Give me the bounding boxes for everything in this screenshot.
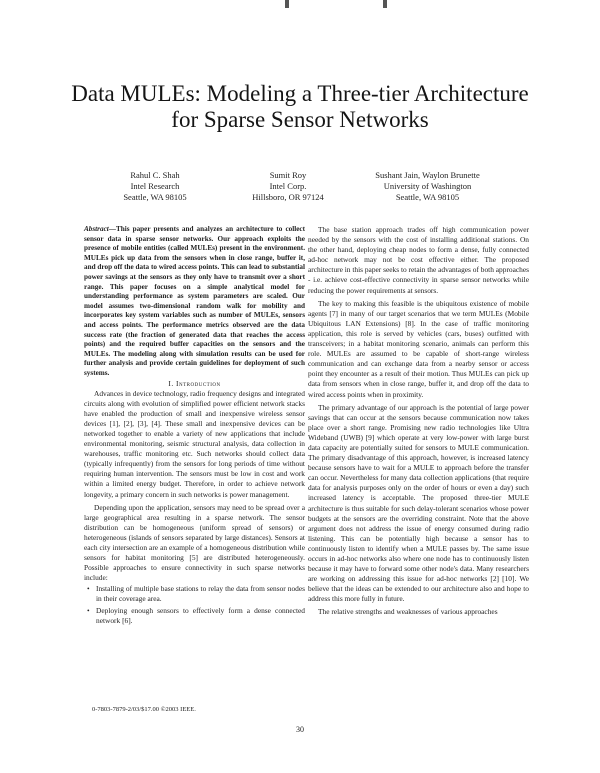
right-column (308, 225, 529, 618)
scan-mark (285, 0, 289, 8)
author-affiliation: University of Washington (383, 181, 472, 191)
author-block (345, 170, 510, 203)
author-block (100, 170, 210, 203)
copyright-line: 0-7803-7879-2/03/$17.00 ©2003 IEEE. (92, 706, 196, 713)
author-name: Rahul C. Shah (130, 170, 180, 180)
bullet-dot: • (87, 605, 90, 615)
left-column (84, 225, 305, 626)
author-name: Sushant Jain, Waylon Brunette (375, 170, 480, 180)
body-paragraph: Depending upon the application, sensors may need to be spread over a large geographical area resulting in a sparse network. The sensor distribution can be homogeneous (uniform spread of sensors) or heterogeneous (islands of sensors separated by large distances). Sensors at each city intersection are an example of a homogeneous distribution while sensors for habitat monitoring [5] are distributed heterogeneously. Possible approaches to ensure connectivity in such sparse networks include: (84, 502, 305, 583)
author-location: Seattle, WA 98105 (123, 192, 187, 202)
body-paragraph: The base station approach trades off high communication power needed by the sensors with the cost of installing additional stations. On the other hand, deploying cheap nodes to form a dense, fully connected ad-hoc network may not be cost effective either. The proposed architecture in this paper seeks to retain the advantages of both approaches - i.e. achieve cost-effective connectivity in sparse sensor networks while reducing the power requirements at sensors. (308, 225, 530, 295)
section-heading: I. Introduction (168, 378, 221, 388)
author-location: Hillsboro, OR 97124 (252, 192, 324, 202)
bullet-dot: • (87, 584, 90, 594)
paper-title-line-1: Data MULEs: Modeling a Three-tier Architecture (71, 81, 529, 106)
author-affiliation: Intel Corp. (269, 181, 307, 191)
abstract (84, 225, 305, 379)
body-paragraph: Advances in device technology, radio frequency designs and integrated circuits along with evolution of simplified power efficient network stacks have enabled the production of small and inexpensive wireless sensor devices [1], [2], [3], [4]. These small and inexpensive devices can be networked together to enable a variety of new applications that include environmental monitoring, seismic structural analysis, data collection in warehouses, traffic monitoring etc. Such networks should collect data (typically infrequently) from the sensors for long periods of time without requiring human intervention. The sensors must be low in cost and work within a limited energy budget. Therefore, in order to achieve network longevity, a primary concern in such networks is power management. (84, 388, 305, 499)
body-paragraph: The primary advantage of our approach is the potential of large power savings that can occur at the sensors because communication now takes place over a short range. Promising new radio technologies like Ultra Wideband (UWB) [9] which operate at very low-power with large burst data capacity are potentially suited for sensors to MULE communication. The primary disadvantage of this approach, however, is increased latency because sensors have to wait for a MULE to approach before the transfer can occur. Nevertheless for many data collection applications (that require data for analysis purposes only on the order of hours or even a day) such increased latency is acceptable. The proposed three-tier MULE architecture is thus suitable for such delay-tolerant scenarios whose power budgets at the sensors are the overriding constraint. Note that the above argument does not address the issue of energy consumed during radio listening. This can be potentially high because a sensor has to continuously listen to identify when a MULE passes by. The same issue occurs in ad-hoc networks also where one node has to continuously listen because it may have to forward some other node's data. Many researchers are working on addressing this issue for ad-hoc networks [2] [10]. We believe that the ideas can be extended to our architecture also and hope to address this more fully in future. (308, 402, 529, 604)
author-block (228, 170, 348, 203)
author-name: Sumit Roy (269, 170, 307, 180)
abstract-text: This paper presents and analyzes an architecture to collect sensor data in sparse sensor networks. Our approach exploits the presence of mobile entities (called MULEs) present in the environment. MULEs pick up data from the sensors when in close range, buffer it, and drop off the data to wired access points. This can lead to substantial power savings at the sensors as they only have to transmit over a short range. This paper focuses on a simple analytical model for understanding performance as system parameters are scaled. Our model assumes two-dimensional random walk for mobility and incorporates key system variables such as number of MULEs, sensors and access points. The performance metrics observed are the data success rate (the fraction of generated data that reaches the access points) and the required buffer capacities on the sensors and the MULEs. The modeling along with simulation results can be used for further analysis and provide certain guidelines for deployment of such systems. (84, 225, 305, 377)
body-paragraph: The relative strengths and weaknesses of various approaches (318, 607, 498, 617)
list-item (84, 606, 305, 626)
list-item-text: Installing of multiple base stations to relay the data from sensor nodes in their coverage area. (96, 584, 305, 604)
author-affiliation: Intel Research (130, 181, 180, 191)
author-location: Seattle, WA 98105 (395, 192, 460, 202)
body-paragraph: The key to making this feasible is the ubiquitous existence of mobile agents [7] in many of our target scenarios that we term MULEs (Mobile Ubiquitous LAN Extensions) [8]. In the case of traffic monitoring application, this role is served by vehicles (cars, buses) outfitted with transceivers; in a habitat monitoring scenario, animals can perform this role. MULEs are assumed to be capable of short-range wireless communication and can exchange data from a nearby sensor or access point they encounter as a result of their motion. Thus MULEs can pick up data from sensors when in close range, buffer it, and drop off the data to wired access points when in proximity. (308, 298, 529, 399)
scan-mark (383, 0, 387, 8)
list-item-text: Deploying enough sensors to effectively form a dense connected network [6]. (96, 605, 305, 625)
paper-title-line-2: for Sparse Sensor Networks (171, 107, 429, 132)
abstract-lead: Abstract— (84, 225, 116, 233)
page-number: 30 (296, 725, 304, 734)
list-item (84, 584, 305, 604)
